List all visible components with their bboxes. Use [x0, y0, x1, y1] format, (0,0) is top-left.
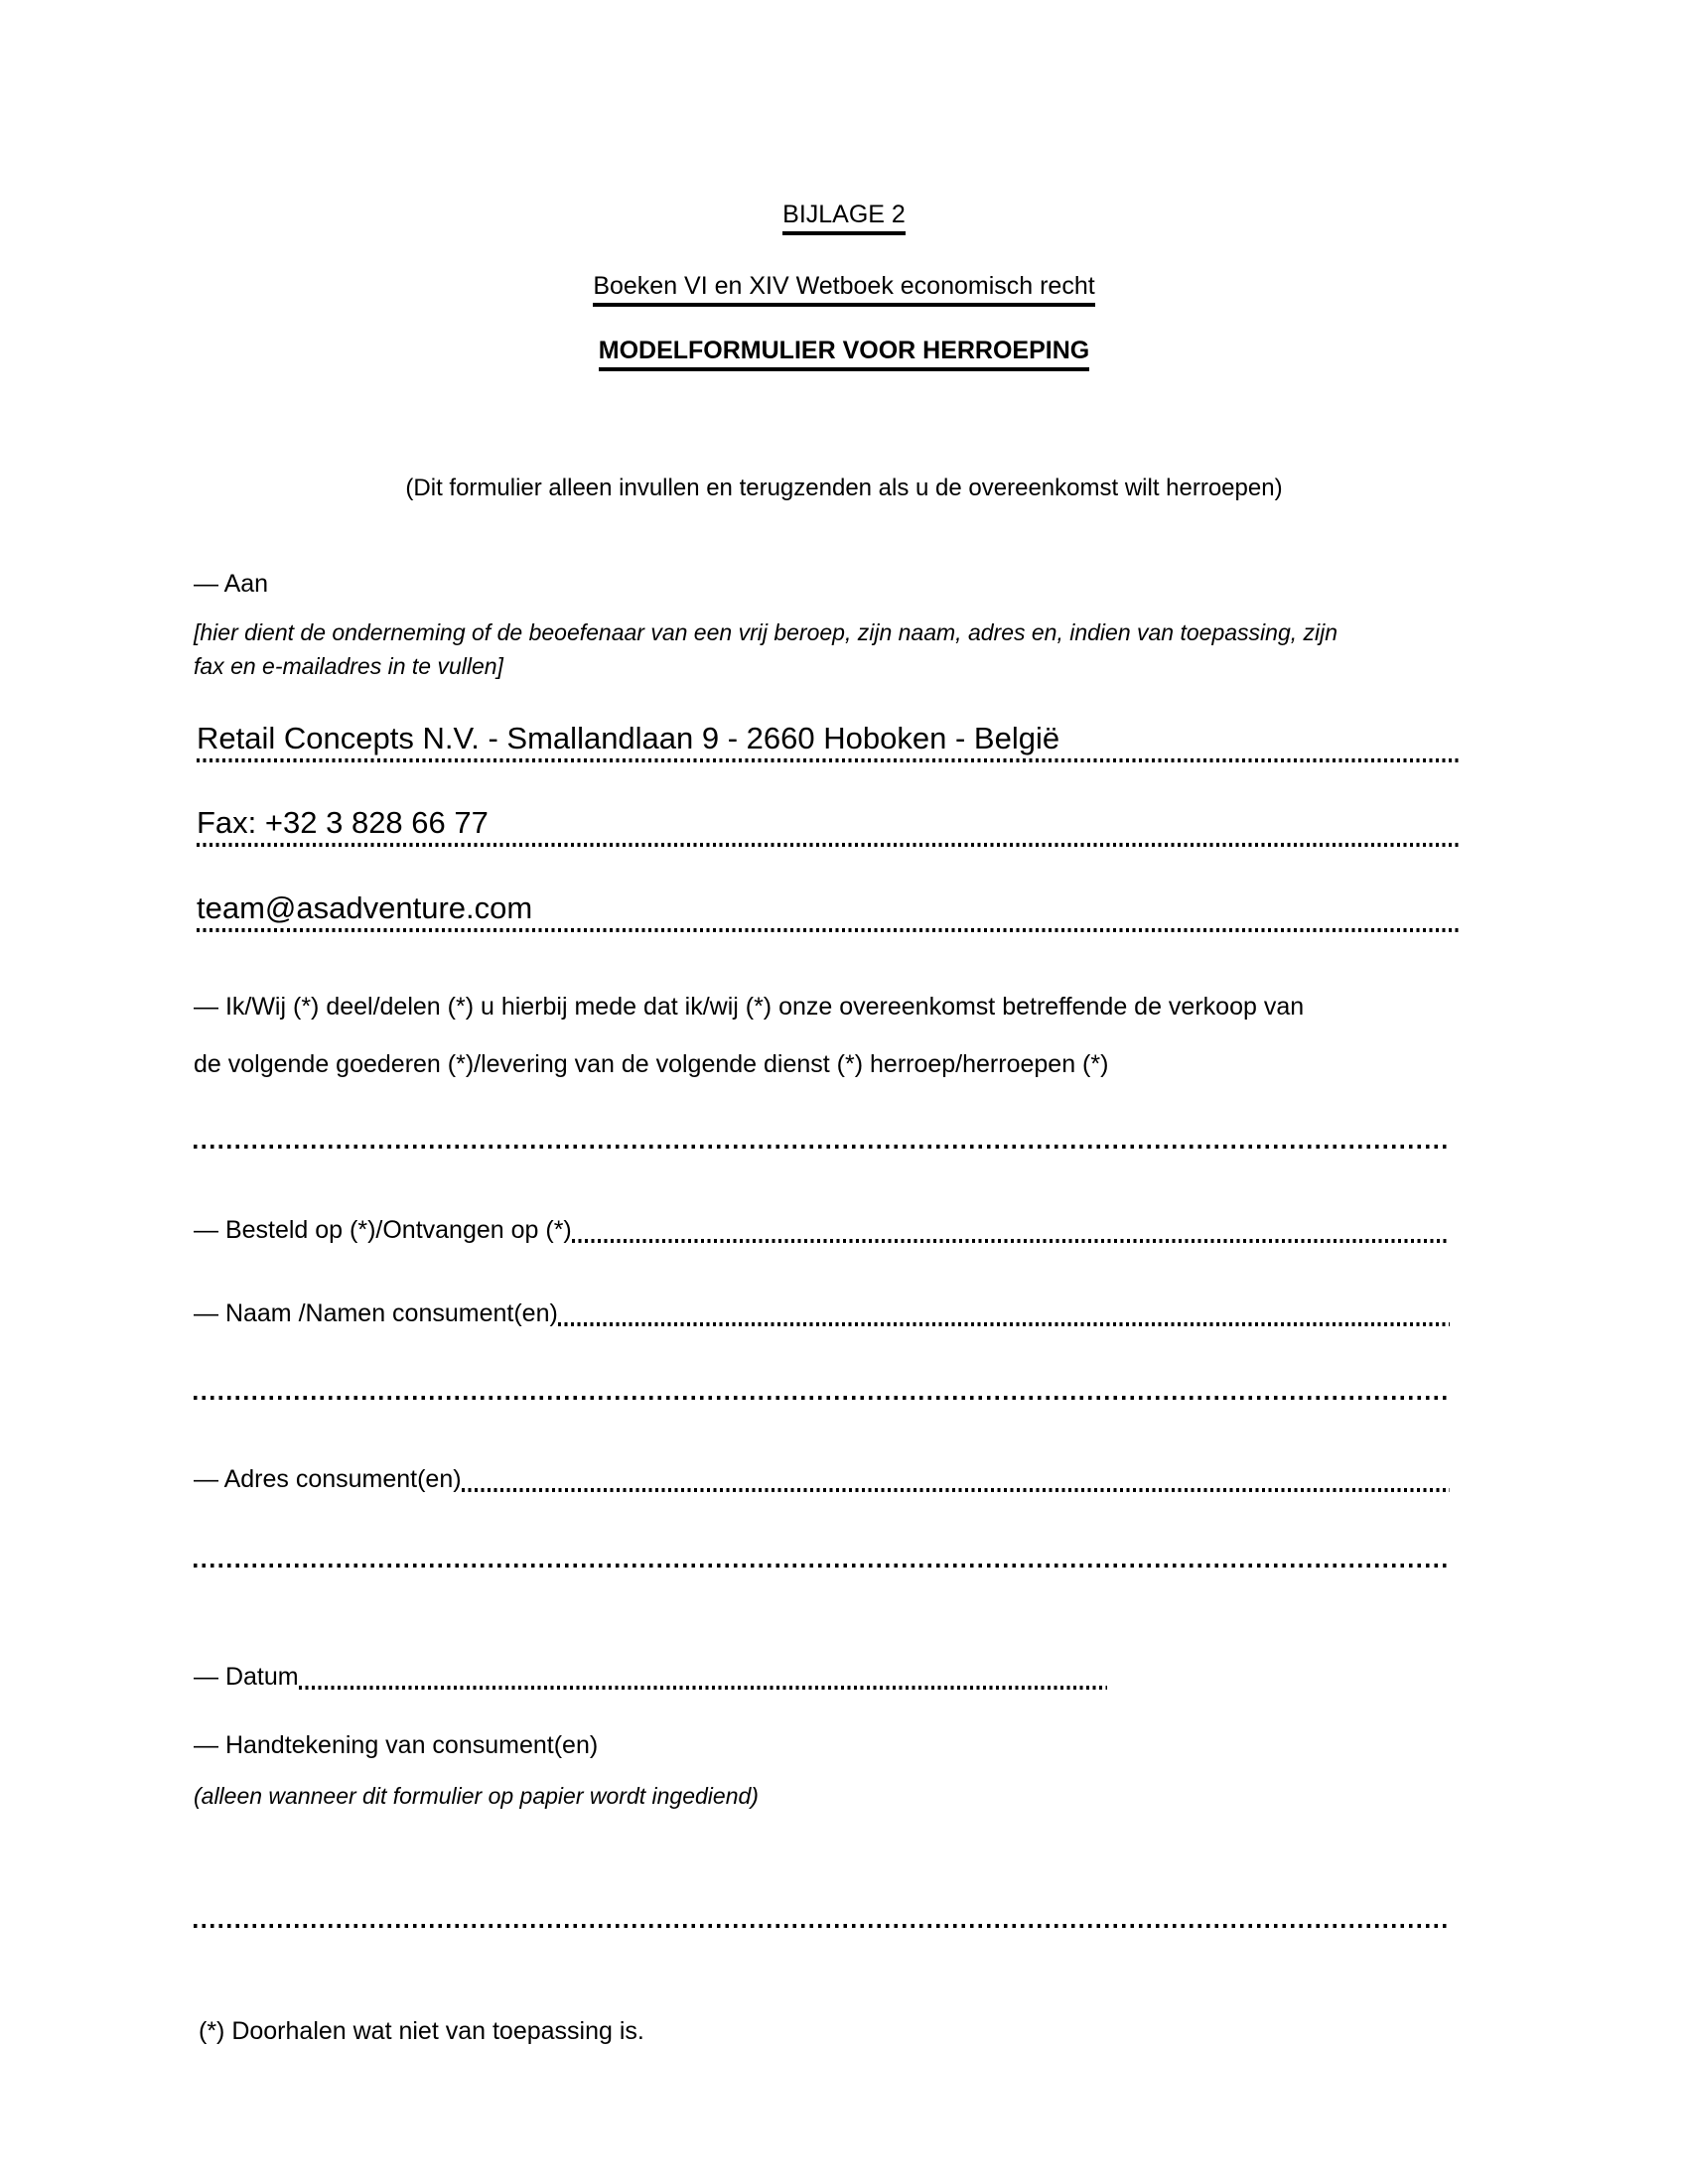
fax-dotted-rule	[197, 843, 1462, 847]
addressee-hint	[194, 615, 1337, 683]
email-value: team@asadventure.com	[197, 890, 533, 925]
addressee-hint-line2: fax en e-mailadres in te vullen]	[194, 653, 503, 679]
declaration-paragraph	[194, 978, 1304, 1093]
field-consumer-names	[194, 1297, 1450, 1330]
law-reference-wrap	[0, 270, 1688, 302]
ordered-received-dotted-line	[572, 1239, 1450, 1243]
signature-note: (alleen wanneer dit formulier op papier wordt ingediend)	[194, 1783, 759, 1809]
aan-label: — Aan	[194, 570, 269, 598]
consumer-address-dotted-line	[462, 1488, 1450, 1492]
date-label: — Datum	[194, 1663, 299, 1691]
company-dotted-rule	[197, 758, 1462, 762]
dotted-separator-3	[194, 1564, 1450, 1568]
consumer-address-label: — Adres consument(en)	[194, 1465, 462, 1493]
dotted-separator-4	[194, 1924, 1450, 1928]
company-value: Retail Concepts N.V. - Smallandlaan 9 - 2660 Hoboken - België	[197, 721, 1060, 755]
form-title-wrap	[0, 335, 1688, 366]
field-ordered-received	[194, 1213, 1450, 1247]
signature-label: — Handtekening van consument(en)	[194, 1731, 599, 1759]
email-dotted-rule	[197, 928, 1462, 932]
instruction-note: (Dit formulier alleen invullen en terugzenden als u de overeenkomst wilt herroepen)	[405, 475, 1283, 501]
field-date	[194, 1660, 1107, 1694]
annex-title-wrap	[0, 199, 1688, 230]
annex-title: BIJLAGE 2	[782, 201, 906, 235]
ordered-received-label: — Besteld op (*)/Ontvangen op (*)	[194, 1216, 572, 1244]
form-title: MODELFORMULIER VOOR HERROEPING	[599, 337, 1089, 371]
consumer-names-dotted-line	[558, 1322, 1450, 1326]
declaration-line2: de volgende goederen (*)/levering van de volgende dienst (*) herroep/herroepen (*)	[194, 1050, 1109, 1078]
company-line	[197, 722, 1462, 762]
instruction-note-wrap	[0, 475, 1688, 502]
law-reference: Boeken VI en XIV Wetboek economisch recht	[593, 272, 1094, 307]
dotted-separator-2	[194, 1396, 1450, 1400]
consumer-names-label: — Naam /Namen consument(en)	[194, 1299, 558, 1327]
dotted-separator-1	[194, 1145, 1450, 1149]
email-line	[197, 891, 1462, 932]
fax-line	[197, 806, 1462, 847]
fax-value: Fax: +32 3 828 66 77	[197, 805, 489, 840]
date-dotted-line	[299, 1686, 1107, 1690]
declaration-line1: — Ik/Wij (*) deel/delen (*) u hierbij mede dat ik/wij (*) onze overeenkomst betreffende de verkoop van	[194, 993, 1305, 1021]
addressee-hint-line1: [hier dient de onderneming of de beoefenaar van een vrij beroep, zijn naam, adres en, indien van toepassing, zijn	[194, 619, 1338, 645]
field-consumer-address	[194, 1462, 1450, 1496]
strike-instruction: (*) Doorhalen wat niet van toepassing is.	[199, 2017, 644, 2045]
